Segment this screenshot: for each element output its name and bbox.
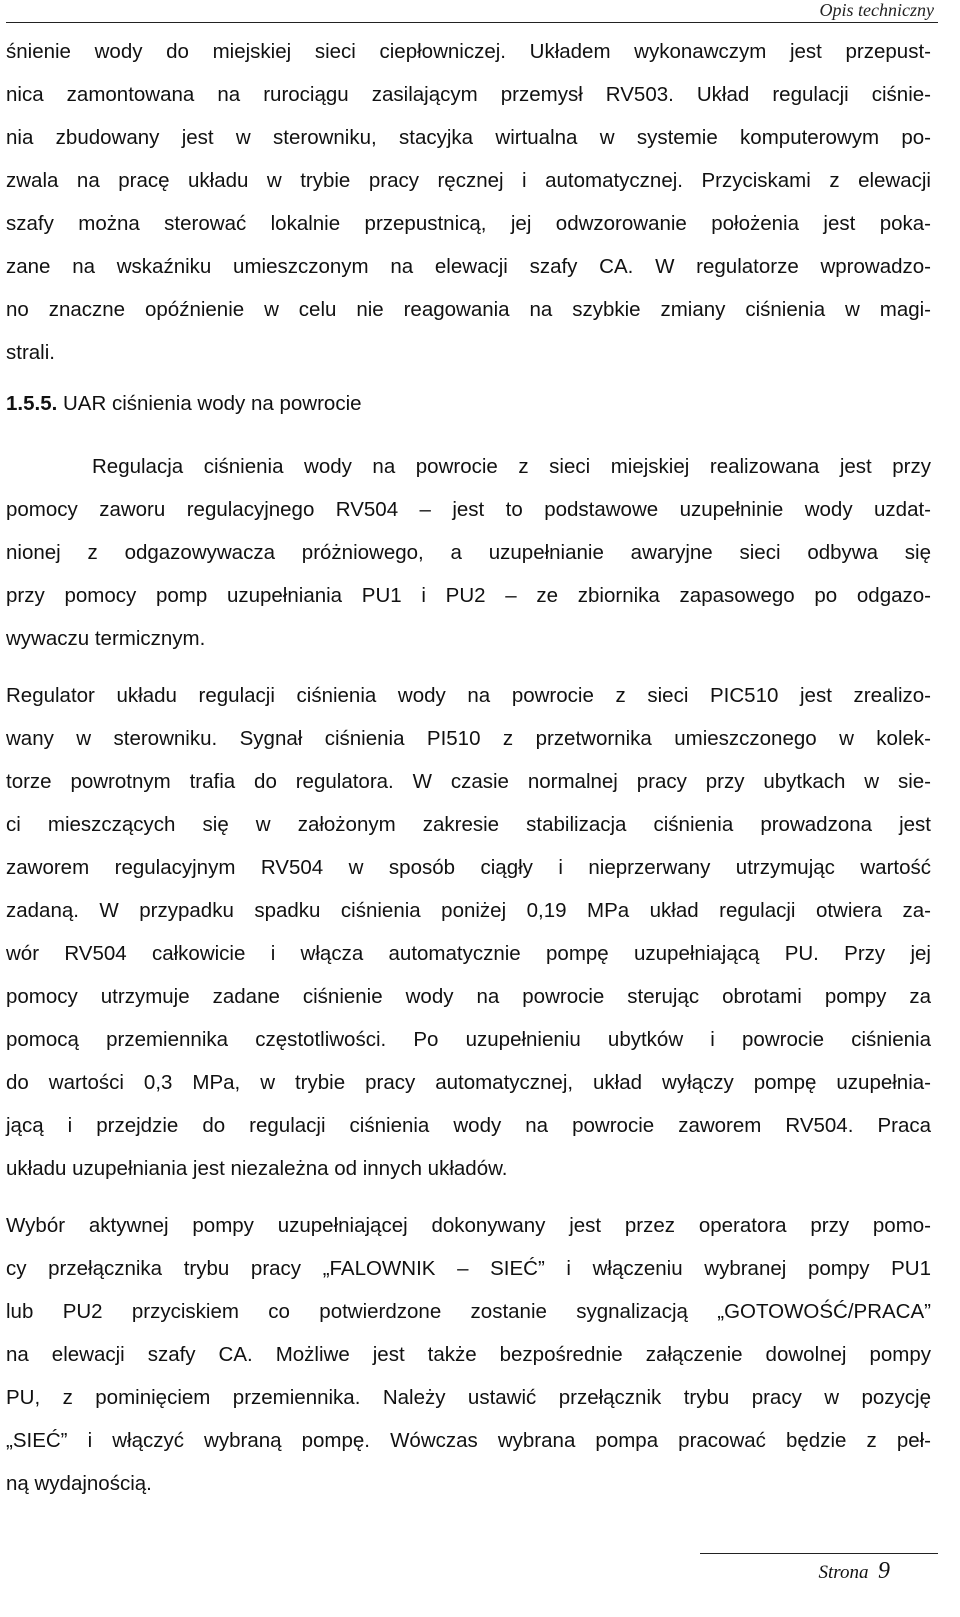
paragraph-3	[6, 674, 931, 1190]
text-line: ną wydajnością.	[6, 1472, 152, 1495]
text-line: zwala na pracę układu w trybie pracy ręcznej i automatycznej. Przyciskami z elewacji	[6, 169, 931, 192]
text-line: nionej z odgazowywacza próżniowego, a uzupełnianie awaryjne sieci odbywa się	[6, 541, 931, 564]
text-line: wany w sterowniku. Sygnał ciśnienia PI510 z przetwornika umieszczonego w kolek-	[6, 727, 931, 750]
text-line: Regulator układu regulacji ciśnienia wody na powrocie z sieci PIC510 jest zrealizo-	[6, 684, 931, 707]
text-line: szafy można sterować lokalnie przepustnicą, jej odwzorowanie położenia jest poka-	[6, 212, 931, 235]
document-body	[6, 30, 931, 1505]
text-line: no znaczne opóźnienie w celu nie reagowania na szybkie zmiany ciśnienia w magi-	[6, 298, 931, 321]
text-line: do wartości 0,3 MPa, w trybie pracy automatycznej, układ wyłączy pompę uzupełnia-	[6, 1071, 931, 1094]
page-header	[6, 0, 938, 23]
text-line: na elewacji szafy CA. Możliwe jest także bezpośrednie załączenie dowolnej pompy	[6, 1343, 931, 1366]
text-line: pomocy zaworu regulacyjnego RV504 – jest to podstawowe uzupełninie wody uzdat-	[6, 498, 931, 521]
text-line: ci mieszczących się w założonym zakresie stabilizacja ciśnienia prowadzona jest	[6, 813, 931, 836]
text-line: „SIEĆ” i włączyć wybraną pompę. Wówczas wybrana pompa pracować będzie z peł-	[6, 1429, 931, 1452]
section-heading	[6, 382, 931, 425]
text-line: torze powrotnym trafia do regulatora. W czasie normalnej pracy przy ubytkach w sie-	[6, 770, 931, 793]
text-line: pomocy utrzymuje zadane ciśnienie wody na powrocie sterując obrotami pompy za	[6, 985, 931, 1008]
text-line: lub PU2 przyciskiem co potwierdzone zostanie sygnalizacją „GOTOWOŚĆ/PRACA”	[6, 1300, 931, 1323]
text-line: nica zamontowana na rurociągu zasilającym przemysł RV503. Układ regulacji ciśnie-	[6, 83, 931, 106]
text-line: jącą i przejdzie do regulacji ciśnienia wody na powrocie zaworem RV504. Praca	[6, 1114, 931, 1137]
text-line: przy pomocy pomp uzupełniania PU1 i PU2 – ze zbiornika zapasowego po odgazo-	[6, 584, 931, 607]
section-number: 1.5.5.	[6, 392, 58, 415]
paragraph-1	[6, 30, 931, 374]
text-line: śnienie wody do miejskiej sieci ciepłowniczej. Układem wykonawczym jest przepust-	[6, 40, 931, 63]
section-title: UAR ciśnienia wody na powrocie	[57, 392, 362, 415]
text-line: wór RV504 całkowicie i włącza automatycznie pompę uzupełniającą PU. Przy jej	[6, 942, 931, 965]
text-line: Regulacja ciśnienia wody na powrocie z sieci miejskiej realizowana jest przy	[92, 455, 931, 478]
text-line: wywaczu termicznym.	[6, 627, 206, 650]
page-label: Strona	[818, 1562, 869, 1583]
text-line: PU, z pominięciem przemiennika. Należy ustawić przełącznik trybu pracy w pozycję	[6, 1386, 931, 1409]
text-line: zadaną. W przypadku spadku ciśnienia poniżej 0,19 MPa układ regulacji otwiera za-	[6, 899, 931, 922]
text-line: strali.	[6, 341, 55, 364]
text-line: Wybór aktywnej pompy uzupełniającej dokonywany jest przez operatora przy pomo-	[6, 1214, 931, 1237]
page-number-label	[819, 1558, 890, 1585]
text-line: nia zbudowany jest w sterowniku, stacyjka wirtualna w systemie komputerowym po-	[6, 126, 931, 149]
text-line: zane na wskaźniku umieszczonym na elewacji szafy CA. W regulatorze wprowadzo-	[6, 255, 931, 278]
paragraph-4	[6, 1204, 931, 1505]
page-footer	[700, 1553, 938, 1584]
text-line: układu uzupełniania jest niezależna od innych układów.	[6, 1157, 508, 1180]
header-title: Opis techniczny	[819, 0, 934, 20]
text-line: zaworem regulacyjnym RV504 w sposób ciągły i nieprzerwany utrzymując wartość	[6, 856, 931, 879]
text-line: cy przełącznika trybu pracy „FALOWNIK – SIEĆ” i włączeniu wybranej pompy PU1	[6, 1257, 931, 1280]
page-number: 9	[878, 1558, 890, 1584]
paragraph-2	[6, 445, 931, 660]
text-line: pomocą przemiennika częstotliwości. Po uzupełnieniu ubytków i powrocie ciśnienia	[6, 1028, 931, 1051]
